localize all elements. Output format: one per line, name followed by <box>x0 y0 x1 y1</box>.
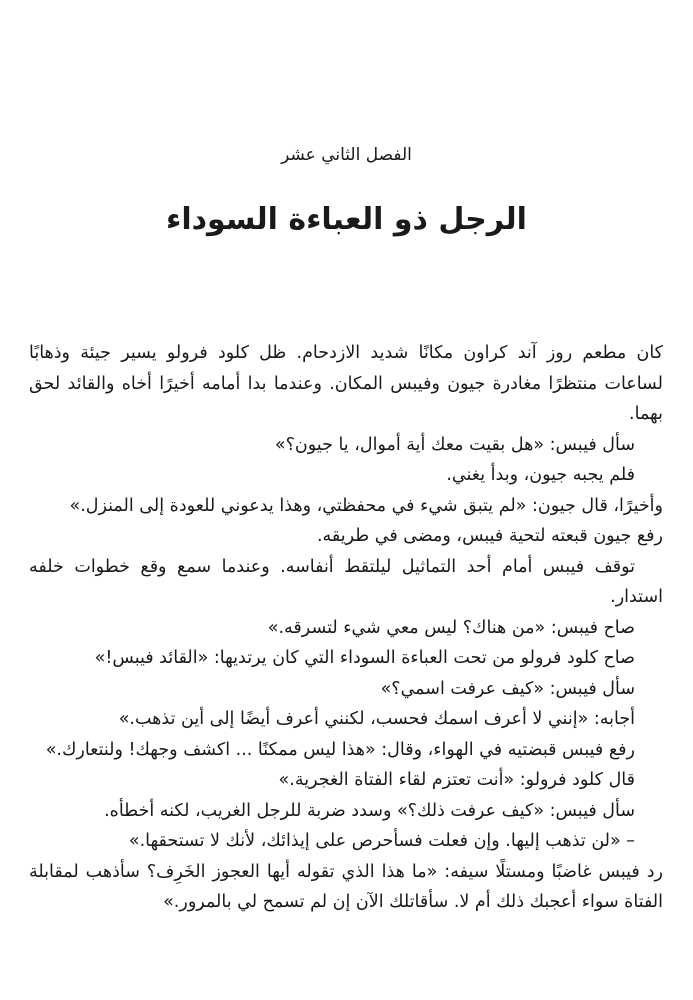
paragraph: سأل فيبس: «كيف عرفت اسمي؟» <box>380 678 635 699</box>
paragraph: أجابه: «إنني لا أعرف اسمك فحسب، لكنني أعرف أيضًا إلى أين تذهب.» <box>118 709 635 729</box>
paragraph: رد فيبس غاضبًا ومستلًا سيفه: «ما هذا الذي تقوله أيها العجوز الخَرِف؟ سأذهب لمقابلة الفتاة سواء أعجبك ذلك أم لا. سأقاتلك الآن إن لم تسمح لي بالمرور.» <box>29 861 663 912</box>
chapter-body <box>29 338 663 918</box>
paragraph: فلم يجبه جيون، وبدأ يغني. <box>446 465 635 485</box>
paragraph: سأل فيبس: «كيف عرفت ذلك؟» وسدد ضربة للرجل الغريب، لكنه أخطأه. <box>104 800 635 821</box>
paragraph: صاح كلود فرولو من تحت العباءة السوداء التي كان يرتديها: «القائد فيبس!» <box>94 648 635 668</box>
paragraph: قال كلود فرولو: «أنت تعتزم لقاء الفتاة الغجرية.» <box>278 770 635 790</box>
paragraph: كان مطعم روز آند كراون مكانًا شديد الازدحام. ظل كلود فرولو يسير جيئة وذهابًا لساعات منتظرًا مغادرة جيون وفيبس المكان. وعندما بدا أمامه أخيرًا أخاه والقائد لحق بهما. <box>29 343 663 424</box>
paragraph: رفع جيون قبعته لتحية فيبس، ومضى في طريقه. <box>316 526 663 546</box>
paragraph: صاح فيبس: «من هناك؟ ليس معي شيء لتسرقه.» <box>267 617 635 638</box>
paragraph: وأخيرًا، قال جيون: «لم يتبق شيء في محفظتي، وهذا يدعوني للعودة إلى المنزل.» <box>69 495 663 516</box>
paragraph: رفع فيبس قبضتيه في الهواء، وقال: «هذا ليس ممكنًا ... اكشف وجهك! ولنتعارك.» <box>45 739 635 760</box>
paragraph: توقف فيبس أمام أحد التماثيل ليلتقط أنفاسه. وعندما سمع وقع خطوات خلفه استدار. <box>29 556 663 607</box>
paragraph: – «لن تذهب إليها. وإن فعلت فسأحرص على إيذائك، لأنك لا تستحقها.» <box>128 831 635 851</box>
chapter-title: الرجل ذو العباءة السوداء <box>166 202 527 237</box>
paragraph: سأل فيبس: «هل بقيت معك أية أموال، يا جيون؟» <box>274 434 635 455</box>
chapter-label: الفصل الثاني عشر <box>281 145 412 165</box>
